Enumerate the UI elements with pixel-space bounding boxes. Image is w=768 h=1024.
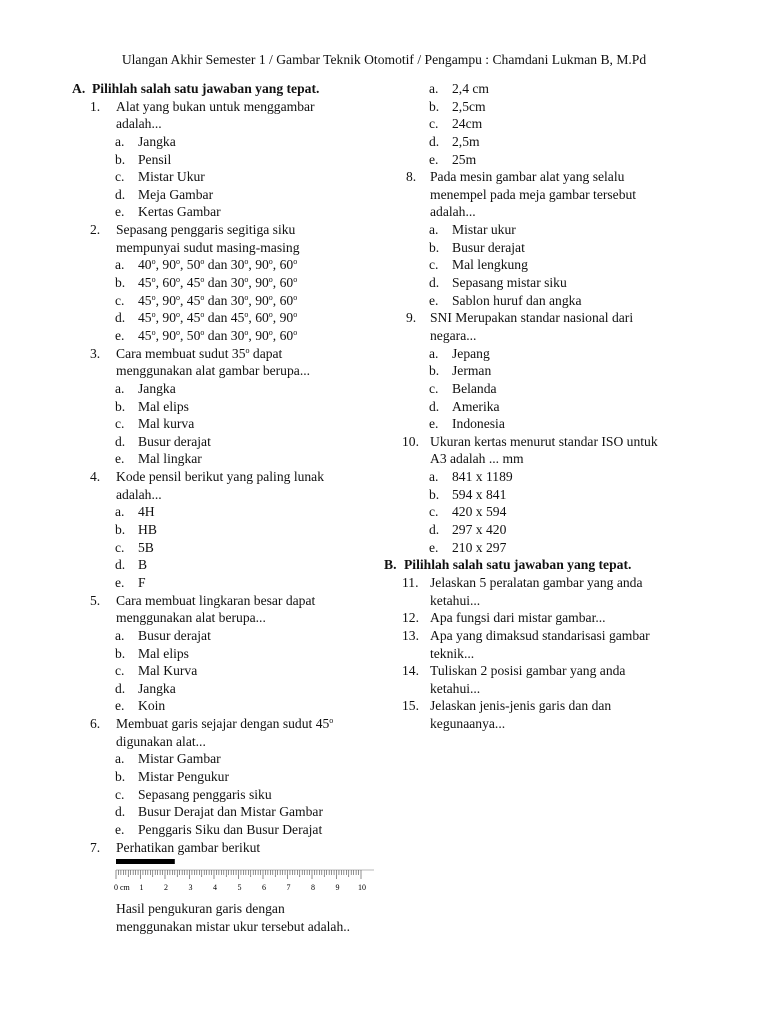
question-continuation-text: adalah... bbox=[116, 116, 162, 132]
answer-option bbox=[72, 697, 372, 715]
question-continuation-text: A3 adalah ... mm bbox=[430, 451, 524, 467]
answer-option bbox=[384, 521, 694, 539]
answer-option bbox=[384, 415, 694, 433]
answer-option-marker: c. bbox=[429, 380, 439, 396]
answer-option-text: 2,5m bbox=[452, 133, 480, 149]
answer-option-text: Mal Kurva bbox=[138, 663, 198, 679]
answer-option bbox=[72, 186, 372, 204]
question-line-text: Membuat garis sejajar dengan sudut 45$^o$ bbox=[116, 716, 334, 732]
answer-option bbox=[384, 486, 694, 504]
question-continuation bbox=[384, 450, 694, 468]
answer-option bbox=[72, 151, 372, 169]
question-continuation bbox=[72, 239, 372, 257]
answer-option-marker: e. bbox=[115, 574, 125, 590]
answer-option-marker: c. bbox=[115, 169, 125, 185]
question-line bbox=[72, 98, 372, 116]
answer-option-marker: e. bbox=[115, 204, 125, 220]
answer-option-marker: e. bbox=[429, 292, 439, 308]
question-continuation bbox=[384, 203, 694, 221]
question-line-text: SNI Merupakan standar nasional dari bbox=[430, 310, 634, 326]
question-line-marker: 11. bbox=[402, 574, 419, 590]
question-continuation-text: Hasil pengukuran garis dengan bbox=[116, 901, 285, 916]
question-continuation bbox=[384, 327, 694, 345]
ruler-unit-label: 0 cm bbox=[114, 883, 130, 892]
answer-option-marker: c. bbox=[429, 504, 439, 520]
answer-option bbox=[384, 115, 694, 133]
answer-option bbox=[72, 768, 372, 786]
question-line bbox=[72, 468, 372, 486]
answer-option-text: 841 x 1189 bbox=[452, 469, 513, 485]
question-continuation bbox=[384, 592, 694, 610]
question-continuation bbox=[384, 186, 694, 204]
question-line-marker: 12. bbox=[402, 610, 419, 626]
answer-option-marker: c. bbox=[429, 257, 439, 273]
answer-option-text: Jangka bbox=[138, 380, 176, 396]
ruler-number-label: 9 bbox=[335, 883, 340, 892]
answer-option-text: Busur derajat bbox=[138, 627, 211, 643]
ruler-number-label: 3 bbox=[188, 883, 193, 892]
question-continuation-text: digunakan alat... bbox=[116, 733, 206, 749]
question-line-marker: 13. bbox=[402, 627, 419, 643]
question-line bbox=[72, 345, 372, 363]
question-line-marker: 9. bbox=[406, 310, 417, 326]
question-continuation-text: ketahui... bbox=[430, 680, 481, 696]
answer-option-marker: d. bbox=[115, 804, 126, 820]
answer-option bbox=[384, 345, 694, 363]
answer-option bbox=[72, 821, 372, 839]
question-line-marker: 15. bbox=[402, 698, 419, 714]
answer-option-text: 2,4 cm bbox=[452, 81, 489, 96]
question-line-text: Perhatikan gambar berikut bbox=[116, 839, 261, 855]
answer-option bbox=[384, 80, 694, 98]
question-continuation bbox=[72, 918, 372, 936]
answer-option bbox=[384, 98, 694, 116]
answer-option-text: Amerika bbox=[452, 398, 500, 414]
question-continuation bbox=[72, 733, 372, 751]
page-header: Ulangan Akhir Semester 1 / Gambar Teknik Otomotif / Pengampu : Chamdani Lukman B, M.Pd bbox=[121, 52, 647, 67]
answer-option bbox=[72, 786, 372, 804]
answer-option-marker: a. bbox=[115, 257, 125, 273]
answer-option-marker: a. bbox=[115, 504, 125, 520]
question-continuation-text: menggunakan mistar ukur tersebut adalah.. bbox=[116, 918, 351, 934]
answer-option-marker: e. bbox=[429, 416, 439, 432]
answer-option bbox=[72, 521, 372, 539]
answer-option-text: F bbox=[138, 574, 146, 590]
answer-option-marker: a. bbox=[429, 469, 439, 485]
answer-option-text: Sablon huruf dan angka bbox=[452, 292, 582, 308]
answer-option-marker: c. bbox=[115, 786, 125, 802]
answer-option-text: Kertas Gambar bbox=[138, 204, 221, 220]
question-continuation bbox=[72, 900, 372, 918]
section-heading-text: Pilihlah salah satu jawaban yang tepat. bbox=[92, 81, 320, 96]
right-column bbox=[384, 80, 694, 733]
answer-option-marker: d. bbox=[115, 557, 126, 573]
answer-option bbox=[72, 415, 372, 433]
question-continuation bbox=[72, 362, 372, 380]
ruler-number-label: 6 bbox=[262, 883, 266, 892]
section-heading-marker: A. bbox=[72, 81, 86, 96]
ruler-number-label: 1 bbox=[139, 883, 144, 892]
answer-option-marker: d. bbox=[429, 398, 440, 414]
answer-option bbox=[384, 503, 694, 521]
question-line bbox=[384, 662, 694, 680]
question-line-marker: 8. bbox=[406, 169, 417, 185]
question-line-text: Jelaskan jenis-jenis garis dan dan bbox=[430, 698, 612, 714]
answer-option bbox=[72, 168, 372, 186]
answer-option bbox=[72, 539, 372, 557]
question-line bbox=[72, 839, 372, 857]
answer-option-text: Koin bbox=[138, 698, 166, 714]
answer-option bbox=[72, 556, 372, 574]
answer-option-marker: d. bbox=[429, 522, 440, 538]
question-line bbox=[384, 609, 694, 627]
answer-option-text: HB bbox=[138, 522, 157, 538]
answer-option-marker: e. bbox=[429, 151, 439, 167]
answer-option-marker: b. bbox=[429, 486, 440, 502]
answer-option-marker: b. bbox=[115, 522, 126, 538]
answer-option-marker: c. bbox=[115, 416, 125, 432]
ruler-number-label: 5 bbox=[237, 883, 242, 892]
ruler-number-label: 7 bbox=[286, 883, 291, 892]
answer-option-marker: e. bbox=[115, 327, 125, 343]
question-line-marker: 10. bbox=[402, 433, 419, 449]
question-line-marker: 6. bbox=[90, 716, 101, 732]
answer-option-text: Busur Derajat dan Mistar Gambar bbox=[138, 804, 323, 820]
answer-option-marker: c. bbox=[115, 663, 125, 679]
question-line-text: Cara membuat lingkaran besar dapat bbox=[116, 592, 316, 608]
question-line bbox=[72, 221, 372, 239]
section-heading bbox=[384, 556, 694, 574]
answer-option-text: Jangka bbox=[138, 133, 176, 149]
question-line-text: Apa yang dimaksud standarisasi gambar bbox=[430, 627, 650, 643]
question-continuation-text: adalah... bbox=[116, 486, 162, 502]
question-continuation-text: ketahui... bbox=[430, 592, 481, 608]
answer-option-text: 297 x 420 bbox=[452, 522, 507, 538]
answer-option bbox=[72, 680, 372, 698]
answer-option-marker: b. bbox=[115, 645, 126, 661]
answer-option-text: Mistar ukur bbox=[452, 222, 516, 238]
answer-option-text: 45$^o$, 90$^o$, 45$^o$ dan 30$^o$, 90$^o$, 60$^o$ bbox=[138, 292, 298, 308]
answer-option bbox=[72, 256, 372, 274]
answer-option-text: Busur derajat bbox=[452, 239, 525, 255]
ruler-figure bbox=[114, 858, 374, 892]
section-heading-marker: B. bbox=[384, 557, 397, 573]
answer-option-marker: a. bbox=[115, 751, 125, 767]
section-heading bbox=[72, 80, 372, 98]
answer-option-marker: b. bbox=[429, 363, 440, 379]
answer-option bbox=[72, 133, 372, 151]
question-line-marker: 5. bbox=[90, 592, 101, 608]
answer-option-text: 2,5cm bbox=[452, 98, 486, 114]
answer-option bbox=[72, 327, 372, 345]
question-line-text: Sepasang penggaris segitiga siku bbox=[116, 222, 296, 238]
answer-option-text: Indonesia bbox=[452, 416, 505, 432]
answer-option-marker: a. bbox=[429, 222, 439, 238]
answer-option-text: Mistar Ukur bbox=[138, 169, 205, 185]
question-line bbox=[384, 309, 694, 327]
question-line-marker: 3. bbox=[90, 345, 101, 361]
answer-option-marker: b. bbox=[115, 768, 126, 784]
answer-option bbox=[384, 362, 694, 380]
question-line-text: Ukuran kertas menurut standar ISO untuk bbox=[430, 433, 658, 449]
answer-option-text: 594 x 841 bbox=[452, 486, 507, 502]
answer-option bbox=[384, 133, 694, 151]
answer-option-marker: c. bbox=[429, 116, 439, 132]
answer-option-marker: e. bbox=[115, 698, 125, 714]
question-line-text: Alat yang bukan untuk menggambar bbox=[116, 98, 315, 114]
answer-option bbox=[72, 309, 372, 327]
answer-option-marker: b. bbox=[115, 398, 126, 414]
answer-option bbox=[384, 292, 694, 310]
question-line bbox=[72, 715, 372, 733]
answer-option-text: Pensil bbox=[138, 151, 172, 167]
question-line bbox=[384, 433, 694, 451]
answer-option-text: Jepang bbox=[452, 345, 490, 361]
question-line-text: Apa fungsi dari mistar gambar... bbox=[430, 610, 606, 626]
section-heading-text: Pilihlah salah satu jawaban yang tepat. bbox=[404, 557, 632, 573]
answer-option-marker: d. bbox=[115, 310, 126, 326]
question-continuation bbox=[72, 609, 372, 627]
question-line-marker: 1. bbox=[90, 98, 101, 114]
answer-option-marker: e. bbox=[115, 451, 125, 467]
answer-option-marker: e. bbox=[115, 821, 125, 837]
answer-option-marker: d. bbox=[429, 133, 440, 149]
answer-option-text: B bbox=[138, 557, 148, 573]
question-continuation bbox=[72, 486, 372, 504]
answer-option-marker: d. bbox=[115, 186, 126, 202]
answer-option bbox=[72, 645, 372, 663]
answer-option-text: 40$^o$, 90$^o$, 50$^o$ dan 30$^o$, 90$^o$, 60$^o$ bbox=[138, 257, 298, 273]
answer-option-marker: b. bbox=[115, 151, 126, 167]
question-line-text: Jelaskan 5 peralatan gambar yang anda bbox=[430, 574, 643, 590]
answer-option bbox=[72, 627, 372, 645]
question-line-marker: 4. bbox=[90, 469, 101, 485]
answer-option bbox=[72, 203, 372, 221]
answer-option-marker: e. bbox=[429, 539, 439, 555]
answer-option-text: 45$^o$, 60$^o$, 45$^o$ dan 30$^o$, 90$^o$, 60$^o$ bbox=[138, 275, 298, 291]
answer-option bbox=[384, 539, 694, 557]
answer-option-text: Penggaris Siku dan Busur Derajat bbox=[138, 821, 323, 837]
answer-option-marker: a. bbox=[429, 81, 439, 96]
question-continuation-text: menggunakan alat gambar berupa... bbox=[116, 363, 311, 379]
answer-option bbox=[72, 398, 372, 416]
answer-option-marker: b. bbox=[115, 275, 126, 291]
question-line-text: Cara membuat sudut 35$^o$ dapat bbox=[116, 345, 283, 361]
answer-option-text: 210 x 297 bbox=[452, 539, 507, 555]
question-continuation-text: negara... bbox=[430, 327, 477, 343]
question-continuation bbox=[72, 115, 372, 133]
answer-option-marker: c. bbox=[115, 292, 125, 308]
answer-option-text: 24cm bbox=[452, 116, 483, 132]
question-line-text: Kode pensil berikut yang paling lunak bbox=[116, 469, 325, 485]
answer-option bbox=[384, 398, 694, 416]
answer-option-text: Mal elips bbox=[138, 645, 189, 661]
question-line-marker: 7. bbox=[90, 839, 101, 855]
question-continuation-text: mempunyai sudut masing-masing bbox=[116, 239, 300, 255]
question-line bbox=[72, 592, 372, 610]
answer-option bbox=[384, 274, 694, 292]
answer-option-text: Belanda bbox=[452, 380, 497, 396]
answer-option bbox=[384, 221, 694, 239]
answer-option-text: Sepasang penggaris siku bbox=[138, 786, 272, 802]
question-continuation-text: menggunakan alat berupa... bbox=[116, 610, 266, 626]
answer-option-marker: c. bbox=[115, 539, 125, 555]
answer-option-text: 420 x 594 bbox=[452, 504, 507, 520]
answer-option bbox=[72, 750, 372, 768]
ruler-number-label: 4 bbox=[213, 883, 217, 892]
answer-option-marker: d. bbox=[115, 680, 126, 696]
question-line bbox=[384, 697, 694, 715]
question-line-marker: 2. bbox=[90, 222, 101, 238]
answer-option-text: Jerman bbox=[452, 363, 492, 379]
answer-option-text: Mal lingkar bbox=[138, 451, 202, 467]
answer-option bbox=[72, 433, 372, 451]
answer-option bbox=[72, 503, 372, 521]
answer-option bbox=[72, 662, 372, 680]
answer-option-text: Mal kurva bbox=[138, 416, 195, 432]
answer-option-marker: b. bbox=[429, 98, 440, 114]
answer-option bbox=[72, 450, 372, 468]
answer-option-marker: d. bbox=[115, 433, 126, 449]
question-continuation bbox=[384, 715, 694, 733]
answer-option-text: Sepasang mistar siku bbox=[452, 275, 567, 291]
question-line-marker: 14. bbox=[402, 663, 419, 679]
answer-option-text: Mal elips bbox=[138, 398, 189, 414]
answer-option-text: Mistar Pengukur bbox=[138, 768, 229, 784]
question-line bbox=[384, 168, 694, 186]
answer-option bbox=[72, 574, 372, 592]
answer-option-marker: a. bbox=[115, 133, 125, 149]
answer-option-text: Mal lengkung bbox=[452, 257, 528, 273]
answer-option-marker: a. bbox=[429, 345, 439, 361]
question-line-text: Tuliskan 2 posisi gambar yang anda bbox=[430, 663, 626, 679]
question-continuation-text: teknik... bbox=[430, 645, 475, 661]
question-continuation bbox=[384, 680, 694, 698]
answer-option-text: 45$^o$, 90$^o$, 45$^o$ dan 45$^o$, 60$^o$, 90$^o$ bbox=[138, 310, 298, 326]
answer-option-text: Busur derajat bbox=[138, 433, 211, 449]
ruler-number-label: 2 bbox=[164, 883, 168, 892]
answer-option bbox=[72, 803, 372, 821]
left-column bbox=[72, 80, 372, 856]
question-line-text: Pada mesin gambar alat yang selalu bbox=[430, 169, 625, 185]
answer-option-text: 45$^o$, 90$^o$, 50$^o$ dan 30$^o$, 90$^o$, 60$^o$ bbox=[138, 327, 298, 343]
question-continuation bbox=[384, 645, 694, 663]
answer-option-text: Mistar Gambar bbox=[138, 751, 221, 767]
answer-option bbox=[384, 468, 694, 486]
answer-option-text: Jangka bbox=[138, 680, 176, 696]
ruler-number-label: 8 bbox=[311, 883, 315, 892]
ruler-number-label: 10 bbox=[358, 883, 366, 892]
answer-option-text: 4H bbox=[138, 504, 155, 520]
answer-option-text: 25m bbox=[452, 151, 477, 167]
answer-option bbox=[72, 292, 372, 310]
measured-line bbox=[116, 859, 175, 864]
answer-option-marker: b. bbox=[429, 239, 440, 255]
answer-option bbox=[384, 239, 694, 257]
question-line bbox=[384, 574, 694, 592]
question-continuation-text: adalah... bbox=[430, 204, 476, 220]
answer-option bbox=[72, 274, 372, 292]
answer-option-text: 5B bbox=[138, 539, 154, 555]
answer-option bbox=[72, 380, 372, 398]
question-continuation-text: menempel pada meja gambar tersebut bbox=[430, 186, 637, 202]
answer-option-text: Meja Gambar bbox=[138, 186, 214, 202]
answer-option bbox=[384, 256, 694, 274]
answer-option bbox=[384, 380, 694, 398]
answer-option bbox=[384, 151, 694, 169]
answer-option-marker: a. bbox=[115, 627, 125, 643]
left-column-after-ruler bbox=[72, 900, 372, 935]
question-continuation-text: kegunaanya... bbox=[430, 716, 506, 732]
question-line bbox=[384, 627, 694, 645]
answer-option-marker: d. bbox=[429, 275, 440, 291]
answer-option-marker: a. bbox=[115, 380, 125, 396]
